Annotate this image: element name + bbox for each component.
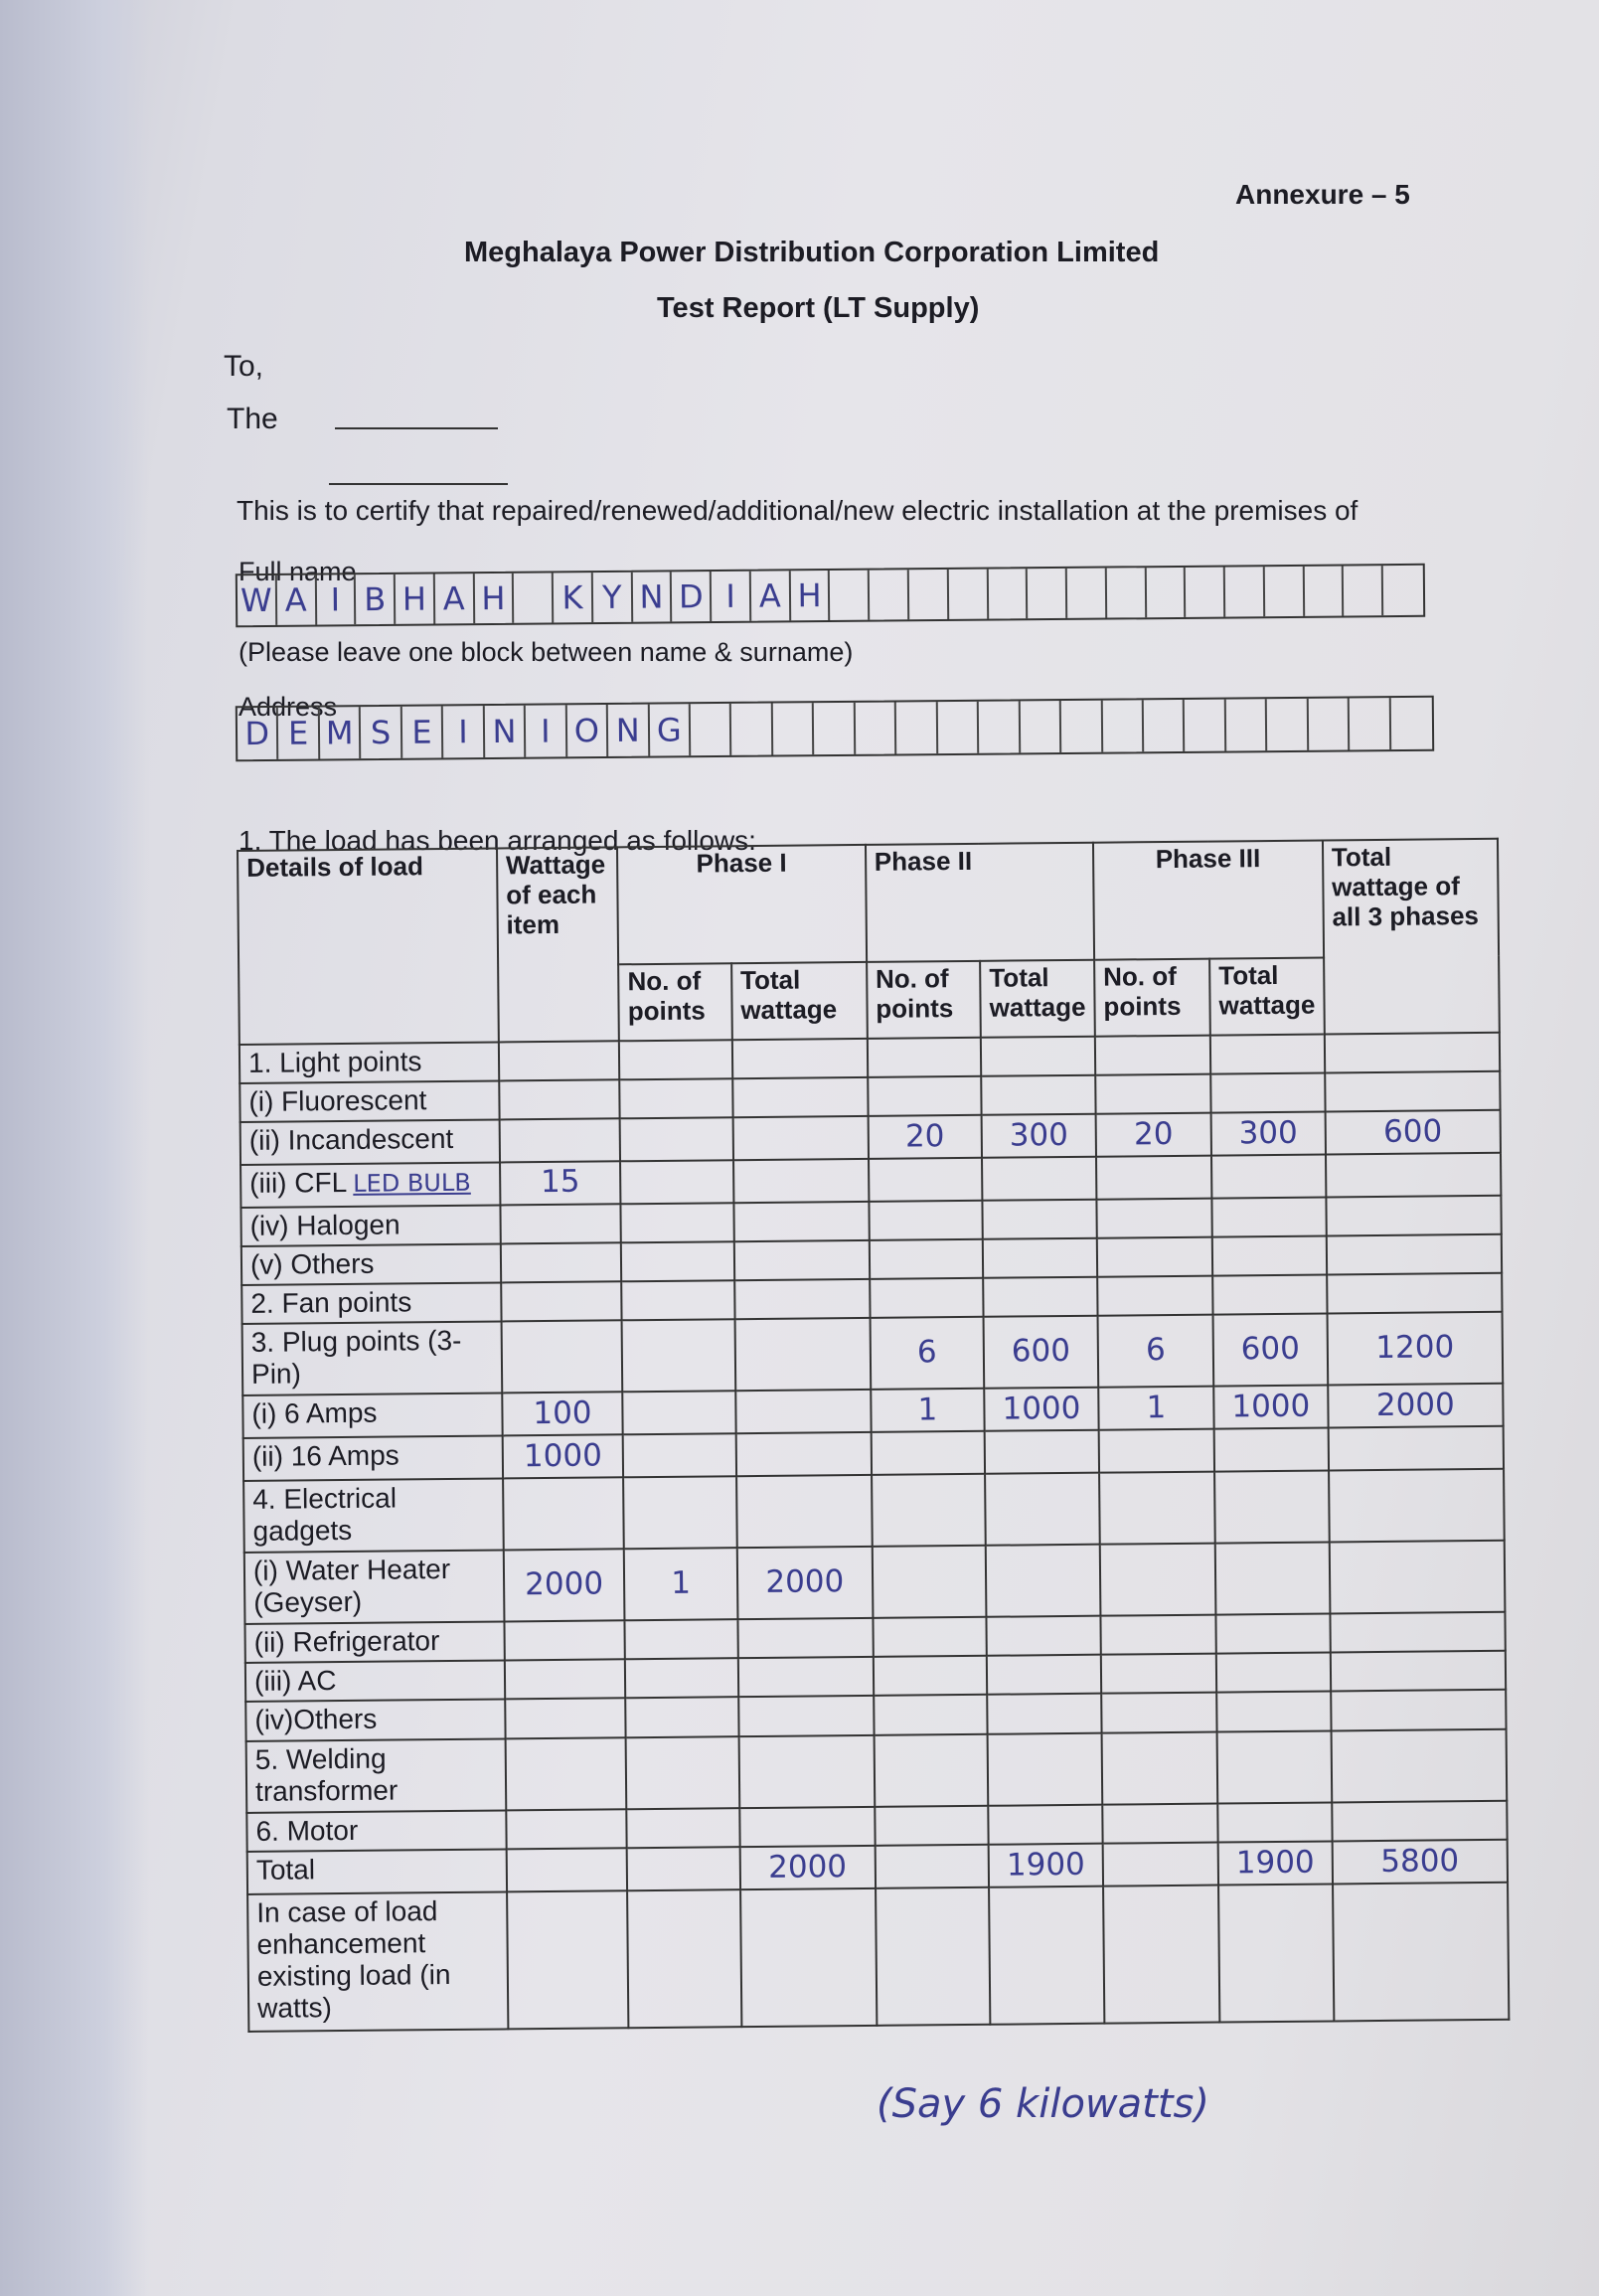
- load-detail-label: [247, 1849, 507, 1893]
- cell-p3n[interactable]: [1103, 1843, 1218, 1886]
- header-total-all: Total wattage of all 3 phases: [1323, 839, 1500, 1035]
- address-char-box[interactable]: [1185, 700, 1226, 751]
- cell-p2n[interactable]: [873, 1617, 987, 1657]
- cell-p2w[interactable]: [985, 1430, 1099, 1474]
- address-char-box[interactable]: [691, 704, 732, 755]
- address-boxes[interactable]: [236, 696, 1434, 762]
- cell-p3n[interactable]: [1102, 1803, 1217, 1843]
- address-char-box[interactable]: [937, 702, 979, 753]
- address-char-box[interactable]: E: [402, 706, 444, 757]
- header-p2-wattage: Total wattage: [980, 960, 1095, 1038]
- load-detail-label: [243, 1436, 503, 1481]
- cell-p1w[interactable]: 2000: [737, 1547, 874, 1619]
- cell-p3n[interactable]: [1099, 1429, 1214, 1473]
- cell-tot[interactable]: [1326, 1195, 1502, 1235]
- cell-tot[interactable]: [1326, 1153, 1502, 1197]
- load-detail-text: (ii) Incandescent: [248, 1123, 454, 1157]
- cell-p3n[interactable]: [1101, 1693, 1216, 1732]
- table-row: [247, 1882, 1509, 2031]
- cell-p1w[interactable]: [738, 1696, 874, 1735]
- address-char-box[interactable]: [731, 704, 773, 755]
- full-name-char-box[interactable]: H: [791, 571, 831, 620]
- load-detail-text: (i) Fluorescent: [248, 1084, 427, 1117]
- table-row: [246, 1728, 1508, 1812]
- full-name-char-box[interactable]: W: [238, 575, 277, 625]
- cell-p2w[interactable]: [987, 1616, 1101, 1656]
- load-detail-text: 6. Motor: [255, 1814, 359, 1847]
- cell-p2n[interactable]: [869, 1200, 983, 1239]
- load-detail-text: (iii) CFL: [249, 1166, 348, 1199]
- cell-p1n[interactable]: [623, 1476, 736, 1549]
- section1-heading: 1. The load has been arranged as follows:: [239, 825, 756, 856]
- cell-p2w[interactable]: [983, 1199, 1097, 1238]
- load-detail-text: (v) Others: [249, 1247, 375, 1280]
- cell-p1n[interactable]: [627, 1889, 741, 2028]
- cell-p3n[interactable]: 20: [1096, 1113, 1211, 1157]
- full-name-char-box[interactable]: H: [396, 574, 435, 623]
- cell-p3n[interactable]: 1: [1098, 1387, 1213, 1430]
- header-phase3: Phase III: [1093, 841, 1324, 960]
- load-detail-label: [244, 1622, 504, 1664]
- cell-p1n[interactable]: [622, 1392, 735, 1435]
- footer-handwritten-note: (Say 6 kilowatts): [877, 2081, 1209, 2127]
- full-name-char-box[interactable]: B: [356, 574, 396, 624]
- cell-tot[interactable]: [1327, 1273, 1503, 1314]
- address-char-box[interactable]: [1267, 699, 1309, 750]
- cell-p3w[interactable]: [1217, 1730, 1332, 1803]
- header-p2-points: No. of points: [867, 961, 981, 1039]
- cell-w[interactable]: [504, 1620, 625, 1660]
- cell-tot[interactable]: [1331, 1728, 1507, 1802]
- cell-p2n[interactable]: [870, 1278, 984, 1318]
- header-p3-points: No. of points: [1094, 959, 1210, 1037]
- address-char-box[interactable]: I: [526, 705, 567, 756]
- full-name-char-box[interactable]: [1265, 567, 1305, 616]
- address-label: Address: [239, 692, 338, 722]
- cell-p1n[interactable]: [620, 1117, 733, 1161]
- load-detail-label: [240, 1205, 500, 1246]
- load-detail-label: [240, 1042, 499, 1083]
- cell-w[interactable]: [503, 1477, 624, 1550]
- cell-p3w[interactable]: [1212, 1274, 1327, 1314]
- header-phase2: Phase II: [866, 843, 1094, 962]
- address-char-box[interactable]: [856, 702, 897, 753]
- cell-p1w[interactable]: [739, 1807, 875, 1847]
- cell-p2n[interactable]: [875, 1806, 989, 1846]
- cell-p3n[interactable]: [1101, 1654, 1216, 1694]
- cell-p3w[interactable]: [1210, 1073, 1325, 1113]
- cell-p3w[interactable]: [1212, 1235, 1327, 1275]
- load-table-body: [240, 1033, 1509, 2032]
- cell-p2w[interactable]: 1900: [989, 1844, 1103, 1887]
- full-name-char-box[interactable]: [909, 570, 949, 619]
- cell-p1w[interactable]: [733, 1202, 869, 1241]
- cell-p3w[interactable]: 600: [1213, 1314, 1328, 1387]
- cell-p1w[interactable]: 2000: [739, 1846, 875, 1889]
- cell-p1n[interactable]: [625, 1698, 738, 1737]
- load-detail-label: [242, 1322, 503, 1396]
- load-detail-label: [246, 1738, 507, 1813]
- cell-p2w[interactable]: 1000: [984, 1388, 1098, 1431]
- load-detail-label: [241, 1282, 501, 1324]
- address-char-box[interactable]: G: [649, 704, 691, 755]
- cell-p3n[interactable]: [1101, 1731, 1217, 1804]
- cell-p2n[interactable]: [869, 1158, 983, 1202]
- cell-p3w[interactable]: [1218, 1884, 1334, 2022]
- load-detail-label: [244, 1550, 505, 1624]
- cell-p3w[interactable]: [1217, 1802, 1332, 1842]
- cell-p1w[interactable]: [734, 1318, 871, 1391]
- load-detail-text: In case of load enhancement existing load (in watts): [256, 1894, 451, 2025]
- load-detail-text: Total: [255, 1854, 316, 1886]
- load-detail-text: (ii) Refrigerator: [253, 1625, 440, 1658]
- cell-p1w[interactable]: [732, 1039, 868, 1078]
- cell-p3w[interactable]: [1216, 1692, 1331, 1731]
- cell-p2n[interactable]: [874, 1733, 988, 1806]
- the-label: The: [227, 403, 278, 435]
- full-name-char-box[interactable]: [1067, 569, 1107, 618]
- full-name-char-box[interactable]: I: [712, 572, 751, 621]
- cell-tot[interactable]: [1332, 1801, 1508, 1842]
- cell-w[interactable]: [500, 1204, 621, 1243]
- cell-p3n[interactable]: [1096, 1198, 1211, 1237]
- cell-p2n[interactable]: 20: [868, 1115, 982, 1159]
- load-table: [237, 838, 1510, 2033]
- load-detail-label: [240, 1120, 500, 1165]
- name-note: (Please leave one block between name & surname): [239, 637, 854, 667]
- cell-p3n[interactable]: [1096, 1156, 1211, 1200]
- header-details: Details of load: [238, 848, 499, 1044]
- address-line-2: [329, 483, 508, 485]
- cell-tot[interactable]: [1325, 1071, 1501, 1112]
- cell-p2w[interactable]: 600: [984, 1316, 1098, 1389]
- cell-p1n[interactable]: [622, 1319, 735, 1392]
- address-char-box[interactable]: [1102, 700, 1144, 751]
- load-detail-label: [242, 1394, 502, 1438]
- full-name-char-box[interactable]: [1383, 566, 1423, 615]
- cell-p2n[interactable]: 1: [871, 1389, 985, 1432]
- cell-p2n[interactable]: [871, 1431, 985, 1475]
- full-name-char-box[interactable]: [1304, 566, 1344, 615]
- cell-p3n[interactable]: [1097, 1236, 1212, 1276]
- address-char-box[interactable]: [1226, 699, 1268, 750]
- address-char-box[interactable]: I: [443, 706, 485, 757]
- full-name-char-box[interactable]: A: [435, 574, 475, 623]
- cell-p3n[interactable]: [1100, 1544, 1216, 1616]
- cell-p2w[interactable]: [988, 1805, 1102, 1845]
- cell-p1n[interactable]: [621, 1280, 734, 1320]
- load-detail-label: [245, 1661, 505, 1703]
- header-phase1: Phase I: [617, 845, 867, 964]
- cell-w[interactable]: 1000: [503, 1434, 624, 1478]
- cell-tot[interactable]: [1329, 1469, 1505, 1543]
- cell-p1n[interactable]: [626, 1736, 739, 1809]
- cell-p1n[interactable]: [623, 1433, 736, 1477]
- full-name-char-box[interactable]: [1225, 567, 1265, 616]
- address-char-box[interactable]: N: [485, 706, 527, 757]
- page-shadow-edge: [0, 0, 149, 2296]
- cell-p1w[interactable]: [732, 1116, 868, 1160]
- load-detail-label: [246, 1810, 506, 1852]
- cell-p3n[interactable]: 6: [1097, 1315, 1213, 1388]
- full-name-char-box[interactable]: [988, 569, 1028, 618]
- to-label: To,: [224, 350, 264, 383]
- cell-p3n[interactable]: [1099, 1471, 1215, 1544]
- cell-p2n[interactable]: [870, 1239, 984, 1279]
- cell-p3w[interactable]: [1214, 1428, 1329, 1472]
- certify-text: This is to certify that repaired/renewed/additional/new electric installation at the premises of: [237, 495, 1359, 526]
- cell-tot[interactable]: [1327, 1234, 1503, 1275]
- cell-w[interactable]: [505, 1737, 626, 1810]
- header-p1-points: No. of points: [618, 963, 731, 1041]
- cell-p1n[interactable]: [621, 1203, 734, 1242]
- cell-p3w[interactable]: [1211, 1154, 1326, 1198]
- full-name-char-box[interactable]: [1186, 568, 1225, 617]
- cell-p2n[interactable]: [872, 1474, 986, 1547]
- load-detail-label: [247, 1891, 508, 2032]
- cell-p3w[interactable]: [1215, 1614, 1330, 1654]
- cell-w[interactable]: [505, 1660, 626, 1700]
- cell-w[interactable]: 100: [502, 1393, 623, 1436]
- full-name-boxes[interactable]: [236, 564, 1425, 627]
- cell-tot[interactable]: [1330, 1541, 1506, 1614]
- cell-p1n[interactable]: [625, 1658, 738, 1698]
- cell-p2w[interactable]: [988, 1732, 1102, 1805]
- full-name-char-box[interactable]: I: [316, 574, 356, 624]
- header-p3-wattage: Total wattage: [1209, 957, 1325, 1035]
- load-detail-label: [240, 1081, 499, 1123]
- cell-p1w[interactable]: [734, 1279, 870, 1319]
- cell-p2w[interactable]: [981, 1075, 1095, 1115]
- cell-p1w[interactable]: [737, 1618, 873, 1658]
- cell-tot[interactable]: [1331, 1690, 1507, 1730]
- full-name-char-box[interactable]: A: [751, 571, 791, 620]
- address-char-box[interactable]: E: [278, 708, 320, 759]
- address-char-box[interactable]: [1020, 701, 1061, 752]
- cell-p1w[interactable]: [735, 1432, 871, 1476]
- full-name-char-box[interactable]: N: [632, 572, 672, 621]
- address-char-box[interactable]: [1061, 701, 1103, 752]
- full-name-label: Full name: [239, 557, 357, 586]
- cell-w[interactable]: [507, 1890, 629, 2029]
- cell-tot[interactable]: [1330, 1612, 1506, 1653]
- cell-tot[interactable]: [1325, 1033, 1501, 1073]
- address-char-box[interactable]: O: [566, 705, 608, 756]
- cell-w[interactable]: [506, 1809, 627, 1849]
- cell-w[interactable]: [501, 1320, 622, 1393]
- load-detail-text: 1. Light points: [247, 1046, 422, 1078]
- cell-p3w[interactable]: 1900: [1218, 1841, 1333, 1885]
- cell-tot[interactable]: [1328, 1426, 1504, 1470]
- load-detail-text: 2. Fan points: [250, 1286, 412, 1319]
- cell-p1w[interactable]: [732, 1077, 868, 1117]
- cell-p2n[interactable]: [868, 1076, 982, 1116]
- address-char-box[interactable]: M: [320, 707, 362, 758]
- cell-tot[interactable]: 1200: [1327, 1312, 1503, 1386]
- load-detail-text: 5. Welding transformer: [254, 1742, 399, 1807]
- cell-p1w[interactable]: [738, 1735, 875, 1808]
- full-name-char-box[interactable]: [514, 573, 554, 622]
- cell-p3w[interactable]: [1216, 1653, 1331, 1693]
- cell-w[interactable]: [501, 1281, 622, 1321]
- cell-p2w[interactable]: [986, 1545, 1100, 1617]
- cell-p2n[interactable]: [875, 1845, 989, 1888]
- address-line-1: [335, 427, 498, 429]
- full-name-char-box[interactable]: [1344, 566, 1383, 615]
- cell-p3w[interactable]: [1210, 1034, 1325, 1073]
- cell-p1w[interactable]: [734, 1240, 870, 1280]
- cell-w[interactable]: [499, 1041, 620, 1080]
- cell-p2w[interactable]: [989, 1886, 1104, 2024]
- full-name-char-box[interactable]: K: [554, 573, 593, 622]
- load-detail-text: 4. Electrical gadgets: [252, 1482, 398, 1547]
- full-name-char-box[interactable]: A: [277, 575, 317, 625]
- full-name-char-box[interactable]: H: [474, 574, 514, 623]
- table-row: [243, 1469, 1505, 1553]
- header-p1-wattage: Total wattage: [731, 962, 868, 1040]
- table-row: [242, 1312, 1504, 1395]
- full-name-char-box[interactable]: [830, 571, 870, 620]
- cell-tot[interactable]: 2000: [1328, 1384, 1504, 1427]
- cell-p2n[interactable]: [874, 1656, 988, 1696]
- cell-p1n[interactable]: [627, 1808, 740, 1848]
- address-char-box[interactable]: [814, 703, 856, 754]
- table-row: [244, 1541, 1506, 1624]
- load-detail-text: (i) 6 Amps: [251, 1397, 378, 1430]
- full-name-char-box[interactable]: D: [672, 572, 712, 621]
- cell-p2n[interactable]: 6: [870, 1317, 984, 1390]
- address-char-box[interactable]: [1390, 698, 1432, 749]
- header-wattage-each: Wattage of each item: [497, 847, 619, 1042]
- address-char-box[interactable]: [896, 702, 938, 753]
- cell-p3w[interactable]: [1214, 1470, 1329, 1543]
- cell-p1n[interactable]: 1: [624, 1548, 737, 1620]
- address-char-box[interactable]: S: [361, 707, 402, 758]
- cell-p3n[interactable]: [1100, 1615, 1215, 1655]
- cell-w[interactable]: [507, 1848, 628, 1891]
- full-name-char-box[interactable]: [1028, 569, 1067, 618]
- org-title: Meghalaya Power Distribution Corporation Limited: [464, 237, 1160, 268]
- cell-w[interactable]: [505, 1699, 626, 1738]
- cell-p3n[interactable]: [1095, 1035, 1210, 1074]
- load-detail-text: (ii) 16 Amps: [251, 1439, 400, 1472]
- full-name-char-box[interactable]: [949, 570, 989, 619]
- cell-w[interactable]: [499, 1079, 620, 1119]
- address-char-box[interactable]: D: [238, 708, 279, 759]
- cell-p2w[interactable]: [983, 1238, 1097, 1278]
- full-name-char-box[interactable]: [1146, 568, 1186, 617]
- cell-p1w[interactable]: [738, 1657, 874, 1697]
- address-char-box[interactable]: [1144, 700, 1186, 751]
- cell-p2w[interactable]: [987, 1655, 1101, 1695]
- cell-p3w[interactable]: [1215, 1542, 1330, 1614]
- address-char-box[interactable]: [1350, 698, 1391, 749]
- cell-w[interactable]: 15: [500, 1161, 621, 1205]
- cell-tot[interactable]: 5800: [1332, 1840, 1508, 1884]
- handwritten-label-note: LED BULB: [353, 1168, 471, 1198]
- load-detail-text: (iv)Others: [254, 1704, 378, 1736]
- cell-w[interactable]: [501, 1242, 622, 1282]
- cell-p2w[interactable]: [985, 1472, 1099, 1545]
- cell-p2w[interactable]: [983, 1277, 1097, 1317]
- annexure-label: Annexure – 5: [1235, 179, 1410, 210]
- cell-p2n[interactable]: [874, 1695, 988, 1734]
- cell-p2w[interactable]: 300: [982, 1114, 1096, 1158]
- load-detail-label: [241, 1243, 501, 1285]
- cell-tot[interactable]: [1331, 1651, 1507, 1692]
- cell-p2n[interactable]: [872, 1546, 986, 1618]
- cell-p1n[interactable]: [620, 1160, 733, 1204]
- cell-p1n[interactable]: [621, 1241, 734, 1281]
- address-char-box[interactable]: [773, 703, 815, 754]
- full-name-char-box[interactable]: [870, 570, 909, 619]
- cell-p3w[interactable]: 1000: [1213, 1386, 1328, 1429]
- load-detail-label: [243, 1478, 504, 1553]
- cell-p2w[interactable]: [982, 1157, 1096, 1201]
- cell-w[interactable]: [499, 1119, 620, 1163]
- report-title: Test Report (LT Supply): [657, 292, 980, 324]
- address-char-box[interactable]: [979, 701, 1021, 752]
- cell-p2n[interactable]: [876, 1886, 991, 2025]
- cell-p1w[interactable]: [733, 1159, 869, 1203]
- cell-p1n[interactable]: [619, 1078, 732, 1118]
- address-char-box[interactable]: [1309, 698, 1351, 749]
- cell-p1w[interactable]: [740, 1888, 877, 2028]
- cell-tot[interactable]: [1333, 1882, 1510, 2021]
- full-name-char-box[interactable]: Y: [593, 573, 633, 622]
- cell-tot[interactable]: 600: [1325, 1110, 1501, 1154]
- load-detail-text: (iv) Halogen: [249, 1209, 400, 1241]
- cell-p1n[interactable]: [619, 1040, 732, 1079]
- full-name-char-box[interactable]: [1107, 568, 1147, 617]
- cell-p1n[interactable]: [625, 1619, 738, 1659]
- cell-p2w[interactable]: [987, 1694, 1101, 1733]
- address-char-box[interactable]: N: [608, 705, 650, 756]
- cell-p2n[interactable]: [868, 1038, 982, 1077]
- cell-p1w[interactable]: [735, 1390, 871, 1433]
- load-detail-label: [245, 1700, 505, 1741]
- load-detail-text: 3. Plug points (3-Pin): [250, 1325, 462, 1391]
- cell-p3n[interactable]: [1103, 1885, 1219, 2023]
- load-detail-label: [240, 1162, 500, 1207]
- cell-p3n[interactable]: [1097, 1276, 1212, 1316]
- cell-p3w[interactable]: 300: [1211, 1112, 1326, 1156]
- load-detail-text: (iii) AC: [253, 1665, 337, 1698]
- cell-p1n[interactable]: [627, 1847, 740, 1890]
- cell-p1w[interactable]: [736, 1475, 873, 1548]
- load-detail-text: (i) Water Heater (Geyser): [252, 1553, 451, 1618]
- cell-p2w[interactable]: [981, 1037, 1095, 1076]
- cell-w[interactable]: 2000: [504, 1549, 625, 1621]
- cell-p3n[interactable]: [1095, 1074, 1210, 1114]
- cell-p3w[interactable]: [1211, 1197, 1326, 1236]
